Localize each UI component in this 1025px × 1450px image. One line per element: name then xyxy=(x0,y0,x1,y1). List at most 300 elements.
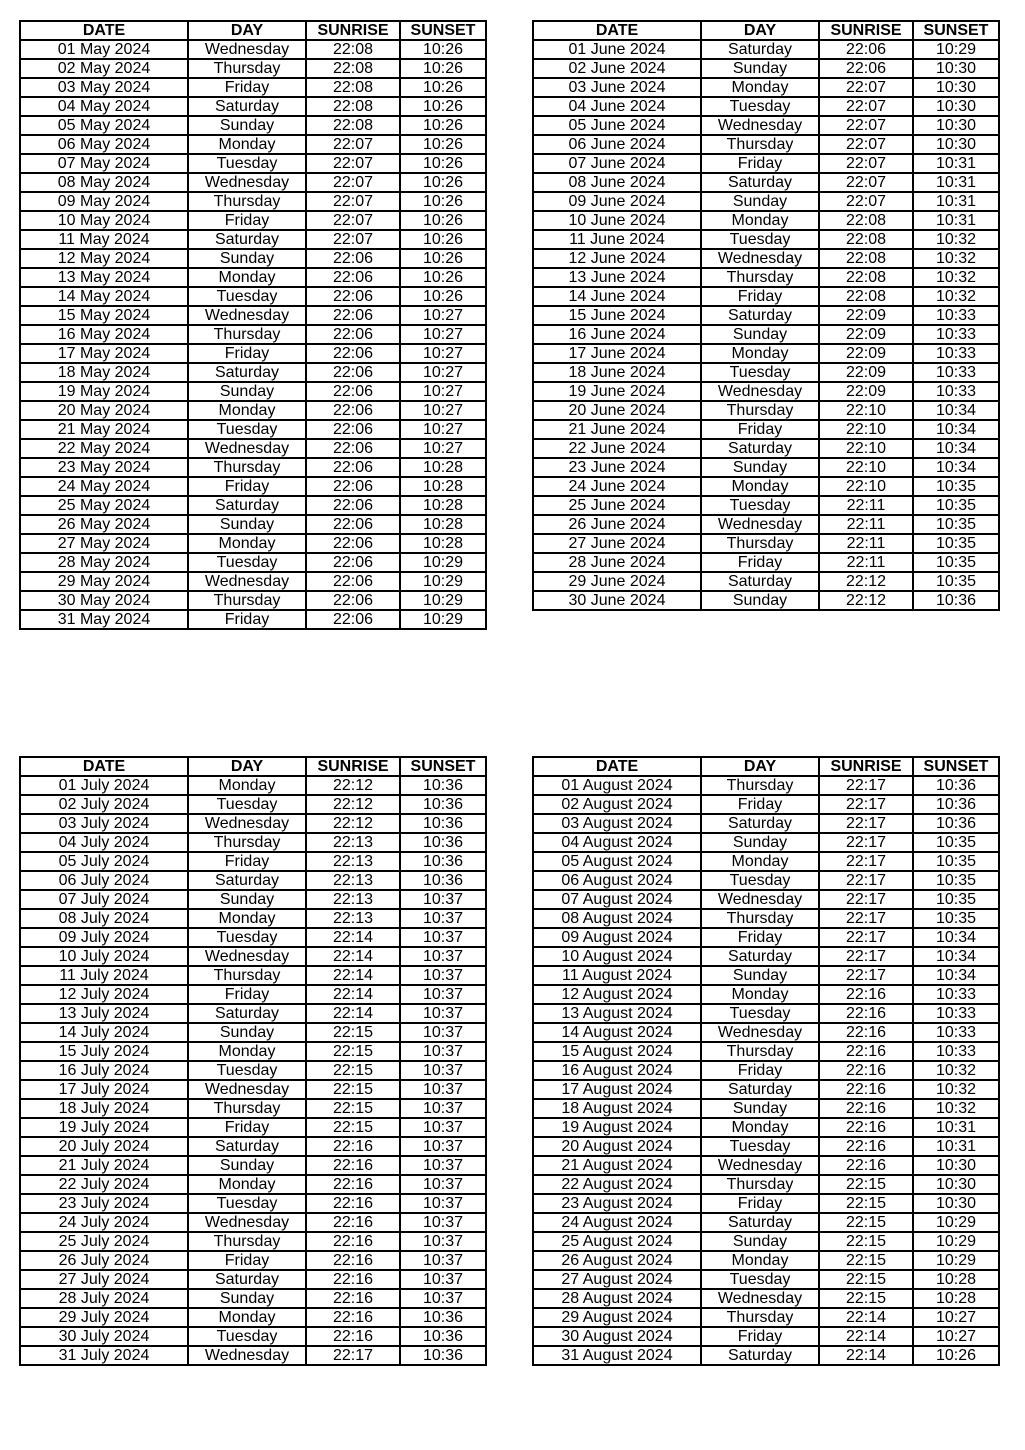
june-2024-table xyxy=(532,20,1000,611)
date-cell: 01 July 2024 xyxy=(20,776,188,795)
sunset-cell: 10:36 xyxy=(400,795,486,814)
sunset-cell: 10:37 xyxy=(400,928,486,947)
day-cell: Wednesday xyxy=(188,1346,306,1365)
sunset-cell: 10:29 xyxy=(400,610,486,629)
table-row xyxy=(20,1061,486,1080)
sunrise-cell: 22:16 xyxy=(306,1194,400,1213)
day-cell: Thursday xyxy=(188,1232,306,1251)
day-cell: Monday xyxy=(188,268,306,287)
sunrise-cell: 22:16 xyxy=(306,1251,400,1270)
table-row xyxy=(20,1042,486,1061)
sunset-cell: 10:27 xyxy=(400,344,486,363)
table-row xyxy=(533,1004,999,1023)
sunset-cell: 10:35 xyxy=(913,477,999,496)
sunset-cell: 10:36 xyxy=(400,852,486,871)
date-cell: 04 July 2024 xyxy=(20,833,188,852)
date-cell: 16 July 2024 xyxy=(20,1061,188,1080)
date-cell: 14 June 2024 xyxy=(533,287,701,306)
sunset-cell: 10:26 xyxy=(400,287,486,306)
sunset-cell: 10:31 xyxy=(913,173,999,192)
table-row xyxy=(533,192,999,211)
table-row xyxy=(533,1308,999,1327)
table-row xyxy=(533,78,999,97)
date-cell: 09 June 2024 xyxy=(533,192,701,211)
sunrise-cell: 22:08 xyxy=(306,116,400,135)
day-cell: Monday xyxy=(701,1251,819,1270)
sunrise-cell: 22:17 xyxy=(819,966,913,985)
sunrise-cell: 22:08 xyxy=(819,249,913,268)
sunrise-cell: 22:16 xyxy=(306,1327,400,1346)
sunrise-cell: 22:06 xyxy=(306,553,400,572)
sunset-cell: 10:30 xyxy=(913,1194,999,1213)
table-row xyxy=(20,344,486,363)
table-row xyxy=(533,1251,999,1270)
date-cell: 10 June 2024 xyxy=(533,211,701,230)
sunrise-cell: 22:16 xyxy=(306,1308,400,1327)
sunset-cell: 10:27 xyxy=(400,325,486,344)
table-row xyxy=(533,515,999,534)
date-cell: 05 May 2024 xyxy=(20,116,188,135)
sunset-cell: 10:37 xyxy=(400,1232,486,1251)
date-cell: 07 May 2024 xyxy=(20,154,188,173)
date-cell: 02 August 2024 xyxy=(533,795,701,814)
table-row xyxy=(20,496,486,515)
sunset-header: SUNSET xyxy=(913,757,999,776)
table-row xyxy=(20,382,486,401)
sunrise-cell: 22:06 xyxy=(306,382,400,401)
sunset-cell: 10:35 xyxy=(913,534,999,553)
day-cell: Thursday xyxy=(188,591,306,610)
day-cell: Friday xyxy=(701,1327,819,1346)
table-row xyxy=(533,420,999,439)
day-cell: Thursday xyxy=(188,966,306,985)
date-cell: 15 June 2024 xyxy=(533,306,701,325)
sunrise-cell: 22:06 xyxy=(819,59,913,78)
day-cell: Wednesday xyxy=(188,306,306,325)
day-cell: Thursday xyxy=(701,534,819,553)
sunset-cell: 10:32 xyxy=(913,1099,999,1118)
table-row xyxy=(20,985,486,1004)
date-cell: 19 May 2024 xyxy=(20,382,188,401)
day-cell: Saturday xyxy=(188,1004,306,1023)
table-row xyxy=(20,458,486,477)
table-row xyxy=(533,382,999,401)
table-row xyxy=(533,591,999,610)
date-cell: 22 August 2024 xyxy=(533,1175,701,1194)
sunrise-cell: 22:17 xyxy=(306,1346,400,1365)
sunrise-cell: 22:11 xyxy=(819,496,913,515)
header-row xyxy=(20,757,486,776)
sunrise-cell: 22:17 xyxy=(819,947,913,966)
sunrise-cell: 22:09 xyxy=(819,344,913,363)
table-row xyxy=(20,814,486,833)
sunrise-cell: 22:09 xyxy=(819,363,913,382)
sunset-cell: 10:26 xyxy=(400,40,486,59)
sunrise-cell: 22:16 xyxy=(306,1232,400,1251)
sunrise-cell: 22:12 xyxy=(306,814,400,833)
may-2024-table xyxy=(19,20,487,630)
day-cell: Friday xyxy=(188,78,306,97)
day-cell: Sunday xyxy=(701,192,819,211)
table-row xyxy=(20,173,486,192)
sunset-cell: 10:32 xyxy=(913,1080,999,1099)
table-row xyxy=(533,947,999,966)
table-body xyxy=(533,40,999,610)
date-cell: 30 May 2024 xyxy=(20,591,188,610)
sunset-cell: 10:36 xyxy=(400,1327,486,1346)
table-row xyxy=(20,610,486,629)
sunset-cell: 10:36 xyxy=(400,1308,486,1327)
sunset-cell: 10:34 xyxy=(913,966,999,985)
sunrise-cell: 22:15 xyxy=(306,1118,400,1137)
date-cell: 25 July 2024 xyxy=(20,1232,188,1251)
day-cell: Saturday xyxy=(701,40,819,59)
day-cell: Thursday xyxy=(701,135,819,154)
sunrise-cell: 22:17 xyxy=(819,852,913,871)
table-row xyxy=(533,966,999,985)
day-cell: Saturday xyxy=(701,814,819,833)
sunrise-cell: 22:07 xyxy=(819,154,913,173)
date-cell: 31 May 2024 xyxy=(20,610,188,629)
day-cell: Tuesday xyxy=(701,1004,819,1023)
sunrise-cell: 22:06 xyxy=(306,572,400,591)
table-row xyxy=(20,230,486,249)
sunset-cell: 10:26 xyxy=(400,135,486,154)
sunrise-cell: 22:12 xyxy=(819,591,913,610)
day-cell: Friday xyxy=(701,420,819,439)
date-header: DATE xyxy=(533,757,701,776)
date-cell: 25 May 2024 xyxy=(20,496,188,515)
sunset-cell: 10:36 xyxy=(400,833,486,852)
date-cell: 11 May 2024 xyxy=(20,230,188,249)
day-cell: Wednesday xyxy=(188,40,306,59)
date-cell: 07 June 2024 xyxy=(533,154,701,173)
sunrise-cell: 22:06 xyxy=(819,40,913,59)
sunset-cell: 10:37 xyxy=(400,1156,486,1175)
date-cell: 03 July 2024 xyxy=(20,814,188,833)
table-row xyxy=(20,1118,486,1137)
sunset-cell: 10:37 xyxy=(400,1289,486,1308)
sunrise-cell: 22:07 xyxy=(819,78,913,97)
date-cell: 12 July 2024 xyxy=(20,985,188,1004)
sunrise-cell: 22:08 xyxy=(819,230,913,249)
day-cell: Saturday xyxy=(188,871,306,890)
sunset-cell: 10:28 xyxy=(400,515,486,534)
table-row xyxy=(20,1289,486,1308)
sunrise-cell: 22:14 xyxy=(819,1346,913,1365)
table-row xyxy=(533,211,999,230)
sunset-cell: 10:26 xyxy=(400,192,486,211)
day-cell: Tuesday xyxy=(188,928,306,947)
day-cell: Monday xyxy=(188,776,306,795)
sunrise-cell: 22:16 xyxy=(819,1137,913,1156)
sunset-cell: 10:29 xyxy=(400,553,486,572)
table-row xyxy=(20,776,486,795)
table-row xyxy=(533,572,999,591)
sunset-cell: 10:37 xyxy=(400,966,486,985)
day-header: DAY xyxy=(701,21,819,40)
date-cell: 03 June 2024 xyxy=(533,78,701,97)
table-row xyxy=(20,591,486,610)
date-cell: 13 June 2024 xyxy=(533,268,701,287)
sunrise-cell: 22:16 xyxy=(306,1270,400,1289)
day-cell: Thursday xyxy=(188,325,306,344)
table-row xyxy=(533,1270,999,1289)
table-row xyxy=(533,1080,999,1099)
day-cell: Friday xyxy=(188,1251,306,1270)
day-cell: Friday xyxy=(188,852,306,871)
sunset-cell: 10:34 xyxy=(913,401,999,420)
day-cell: Thursday xyxy=(701,909,819,928)
day-cell: Wednesday xyxy=(188,947,306,966)
date-cell: 29 June 2024 xyxy=(533,572,701,591)
table-row xyxy=(20,1023,486,1042)
sunset-cell: 10:26 xyxy=(400,268,486,287)
date-cell: 14 August 2024 xyxy=(533,1023,701,1042)
table-row xyxy=(20,40,486,59)
sunrise-cell: 22:07 xyxy=(306,211,400,230)
date-cell: 01 May 2024 xyxy=(20,40,188,59)
sunset-cell: 10:32 xyxy=(913,249,999,268)
day-cell: Wednesday xyxy=(188,1213,306,1232)
sunset-cell: 10:27 xyxy=(400,420,486,439)
sunset-cell: 10:29 xyxy=(913,40,999,59)
sunrise-cell: 22:16 xyxy=(819,1156,913,1175)
day-cell: Saturday xyxy=(701,1080,819,1099)
day-cell: Sunday xyxy=(188,890,306,909)
date-cell: 17 June 2024 xyxy=(533,344,701,363)
table-row xyxy=(20,249,486,268)
date-cell: 11 June 2024 xyxy=(533,230,701,249)
sunrise-cell: 22:08 xyxy=(306,59,400,78)
sunrise-cell: 22:16 xyxy=(819,1099,913,1118)
sunset-cell: 10:34 xyxy=(913,420,999,439)
table-row xyxy=(20,1346,486,1365)
day-cell: Thursday xyxy=(188,1099,306,1118)
sunrise-cell: 22:16 xyxy=(819,1004,913,1023)
sunset-cell: 10:30 xyxy=(913,97,999,116)
date-cell: 13 May 2024 xyxy=(20,268,188,287)
day-header: DAY xyxy=(188,21,306,40)
date-cell: 27 July 2024 xyxy=(20,1270,188,1289)
date-cell: 21 August 2024 xyxy=(533,1156,701,1175)
date-cell: 22 May 2024 xyxy=(20,439,188,458)
day-cell: Saturday xyxy=(701,173,819,192)
table-row xyxy=(20,192,486,211)
day-cell: Monday xyxy=(188,534,306,553)
day-cell: Sunday xyxy=(701,966,819,985)
date-cell: 18 June 2024 xyxy=(533,363,701,382)
date-cell: 25 June 2024 xyxy=(533,496,701,515)
date-cell: 26 May 2024 xyxy=(20,515,188,534)
sunset-cell: 10:35 xyxy=(913,871,999,890)
day-cell: Sunday xyxy=(701,59,819,78)
date-cell: 24 June 2024 xyxy=(533,477,701,496)
sunrise-cell: 22:15 xyxy=(819,1251,913,1270)
sunset-cell: 10:37 xyxy=(400,1023,486,1042)
sunset-cell: 10:33 xyxy=(913,325,999,344)
day-cell: Friday xyxy=(701,553,819,572)
day-cell: Monday xyxy=(188,1042,306,1061)
sunset-cell: 10:32 xyxy=(913,268,999,287)
table-row xyxy=(533,306,999,325)
sunrise-cell: 22:15 xyxy=(819,1289,913,1308)
sunset-header: SUNSET xyxy=(400,757,486,776)
sunrise-cell: 22:14 xyxy=(306,1004,400,1023)
sunset-cell: 10:36 xyxy=(400,776,486,795)
date-cell: 09 August 2024 xyxy=(533,928,701,947)
day-cell: Wednesday xyxy=(188,439,306,458)
sunset-cell: 10:37 xyxy=(400,1080,486,1099)
date-cell: 06 August 2024 xyxy=(533,871,701,890)
header-row xyxy=(20,21,486,40)
sunset-cell: 10:27 xyxy=(400,401,486,420)
table-row xyxy=(533,1023,999,1042)
sunrise-cell: 22:06 xyxy=(306,439,400,458)
sunset-cell: 10:28 xyxy=(400,496,486,515)
date-cell: 27 June 2024 xyxy=(533,534,701,553)
date-cell: 02 July 2024 xyxy=(20,795,188,814)
sunset-cell: 10:26 xyxy=(400,173,486,192)
sunset-cell: 10:27 xyxy=(913,1308,999,1327)
day-cell: Tuesday xyxy=(188,154,306,173)
sunrise-cell: 22:06 xyxy=(306,363,400,382)
table-row xyxy=(20,966,486,985)
sunrise-cell: 22:06 xyxy=(306,458,400,477)
table-row xyxy=(533,1118,999,1137)
table-row xyxy=(533,1194,999,1213)
sunset-cell: 10:34 xyxy=(913,458,999,477)
table-row xyxy=(20,97,486,116)
table-row xyxy=(533,287,999,306)
table-row xyxy=(533,1042,999,1061)
sunrise-cell: 22:15 xyxy=(819,1270,913,1289)
sunset-cell: 10:30 xyxy=(913,116,999,135)
table-row xyxy=(20,852,486,871)
sunrise-cell: 22:14 xyxy=(819,1327,913,1346)
day-cell: Tuesday xyxy=(701,1270,819,1289)
table-row xyxy=(20,795,486,814)
table-row xyxy=(533,871,999,890)
table-row xyxy=(533,1137,999,1156)
date-cell: 22 July 2024 xyxy=(20,1175,188,1194)
sunset-cell: 10:37 xyxy=(400,1194,486,1213)
date-cell: 02 May 2024 xyxy=(20,59,188,78)
date-cell: 06 May 2024 xyxy=(20,135,188,154)
august-2024-table xyxy=(532,756,1000,1366)
sunrise-cell: 22:13 xyxy=(306,909,400,928)
sunrise-cell: 22:13 xyxy=(306,833,400,852)
sunrise-cell: 22:06 xyxy=(306,591,400,610)
day-cell: Tuesday xyxy=(188,795,306,814)
july-2024-table xyxy=(19,756,487,1366)
date-cell: 05 June 2024 xyxy=(533,116,701,135)
sunrise-cell: 22:13 xyxy=(306,871,400,890)
day-cell: Thursday xyxy=(701,1308,819,1327)
date-cell: 08 May 2024 xyxy=(20,173,188,192)
table-row xyxy=(533,985,999,1004)
sunrise-cell: 22:06 xyxy=(306,401,400,420)
sunset-cell: 10:31 xyxy=(913,1118,999,1137)
day-cell: Saturday xyxy=(701,947,819,966)
sunset-cell: 10:37 xyxy=(400,1004,486,1023)
date-cell: 27 August 2024 xyxy=(533,1270,701,1289)
sunset-cell: 10:33 xyxy=(913,1042,999,1061)
day-cell: Sunday xyxy=(701,325,819,344)
sunrise-cell: 22:07 xyxy=(819,116,913,135)
day-cell: Monday xyxy=(701,344,819,363)
day-cell: Thursday xyxy=(188,833,306,852)
day-cell: Tuesday xyxy=(188,420,306,439)
sunset-cell: 10:29 xyxy=(913,1213,999,1232)
day-cell: Saturday xyxy=(701,439,819,458)
sunrise-cell: 22:16 xyxy=(819,985,913,1004)
date-cell: 23 June 2024 xyxy=(533,458,701,477)
sunset-cell: 10:36 xyxy=(400,814,486,833)
table-row xyxy=(533,1346,999,1365)
sunrise-cell: 22:06 xyxy=(306,306,400,325)
date-cell: 06 July 2024 xyxy=(20,871,188,890)
sunrise-cell: 22:07 xyxy=(306,154,400,173)
day-cell: Monday xyxy=(188,1175,306,1194)
date-cell: 20 June 2024 xyxy=(533,401,701,420)
sunset-cell: 10:37 xyxy=(400,947,486,966)
date-cell: 07 July 2024 xyxy=(20,890,188,909)
day-cell: Monday xyxy=(701,985,819,1004)
sunset-cell: 10:27 xyxy=(400,306,486,325)
date-cell: 04 May 2024 xyxy=(20,97,188,116)
sunset-cell: 10:36 xyxy=(913,814,999,833)
table-row xyxy=(20,135,486,154)
sunset-cell: 10:37 xyxy=(400,1251,486,1270)
day-cell: Wednesday xyxy=(188,572,306,591)
date-cell: 23 August 2024 xyxy=(533,1194,701,1213)
sunrise-cell: 22:17 xyxy=(819,814,913,833)
day-cell: Monday xyxy=(701,1118,819,1137)
table-row xyxy=(20,1099,486,1118)
day-cell: Friday xyxy=(701,1061,819,1080)
day-cell: Sunday xyxy=(188,249,306,268)
date-cell: 15 August 2024 xyxy=(533,1042,701,1061)
table-row xyxy=(533,852,999,871)
sunrise-cell: 22:09 xyxy=(819,306,913,325)
sunrise-cell: 22:06 xyxy=(306,515,400,534)
day-cell: Tuesday xyxy=(188,1327,306,1346)
date-cell: 15 July 2024 xyxy=(20,1042,188,1061)
day-cell: Saturday xyxy=(701,1346,819,1365)
sunset-cell: 10:32 xyxy=(913,287,999,306)
day-cell: Tuesday xyxy=(188,1194,306,1213)
date-cell: 10 May 2024 xyxy=(20,211,188,230)
day-cell: Sunday xyxy=(188,515,306,534)
day-cell: Friday xyxy=(701,928,819,947)
table-row xyxy=(20,534,486,553)
sunrise-cell: 22:08 xyxy=(819,287,913,306)
date-cell: 12 May 2024 xyxy=(20,249,188,268)
sunrise-cell: 22:17 xyxy=(819,871,913,890)
sunset-cell: 10:26 xyxy=(400,154,486,173)
sunrise-cell: 22:16 xyxy=(306,1175,400,1194)
sunrise-cell: 22:17 xyxy=(819,795,913,814)
sunset-cell: 10:35 xyxy=(913,572,999,591)
table-row xyxy=(20,211,486,230)
sunset-cell: 10:35 xyxy=(913,496,999,515)
table-row xyxy=(20,268,486,287)
date-cell: 30 August 2024 xyxy=(533,1327,701,1346)
table-row xyxy=(20,401,486,420)
date-cell: 16 August 2024 xyxy=(533,1061,701,1080)
sunset-cell: 10:26 xyxy=(400,97,486,116)
